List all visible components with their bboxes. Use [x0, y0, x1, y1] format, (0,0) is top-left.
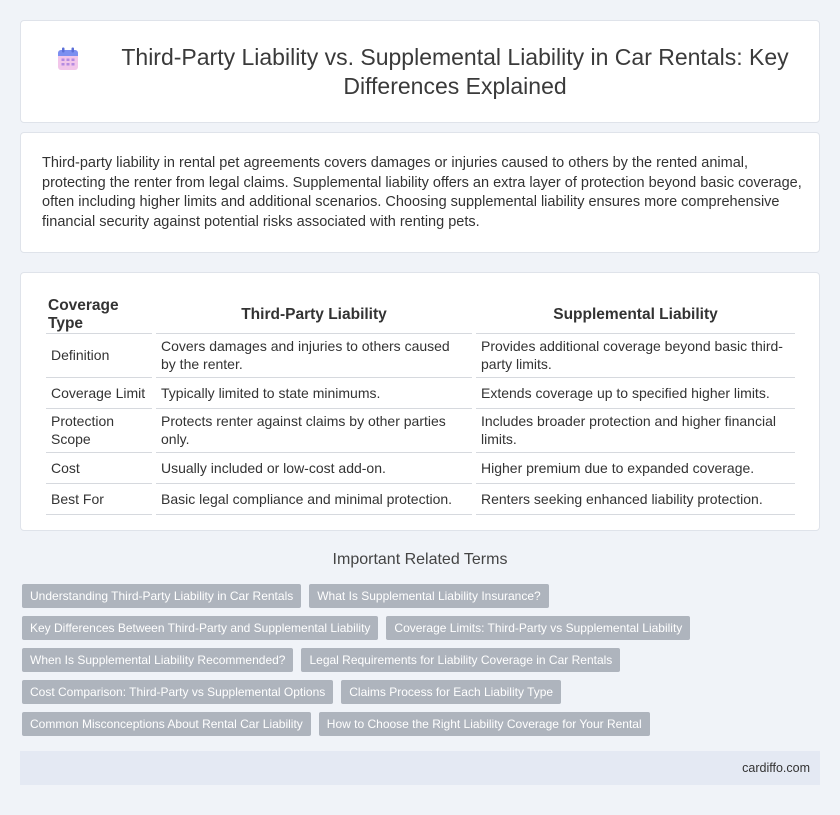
table-cell: Higher premium due to expanded coverage.	[476, 453, 795, 484]
table-row	[46, 453, 795, 484]
related-term-link[interactable]: Claims Process for Each Liability Type	[341, 680, 561, 704]
column-header: Third-Party Liability	[156, 295, 472, 334]
table-cell: Coverage Limit	[46, 378, 152, 409]
table-cell: Usually included or low-cost add-on.	[156, 453, 472, 484]
footer-site-link[interactable]: cardiffo.com	[742, 761, 810, 775]
related-term-link[interactable]: Legal Requirements for Liability Coverage in Car Rentals	[301, 648, 620, 672]
related-term-link[interactable]: Coverage Limits: Third-Party vs Supplemental Liability	[386, 616, 690, 640]
related-term-link[interactable]: Understanding Third-Party Liability in Car Rentals	[22, 584, 301, 608]
table-row	[46, 378, 795, 409]
table-cell: Renters seeking enhanced liability protection.	[476, 484, 795, 515]
intro-card	[20, 132, 820, 253]
table-cell: Definition	[46, 334, 152, 378]
related-term-link[interactable]: Cost Comparison: Third-Party vs Supplemental Options	[22, 680, 333, 704]
table-row	[46, 409, 795, 453]
table-cell: Typically limited to state minimums.	[156, 378, 472, 409]
header-card	[20, 20, 820, 123]
table-cell: Best For	[46, 484, 152, 515]
table-cell: Includes broader protection and higher financial limits.	[476, 409, 795, 453]
related-term-link[interactable]: When Is Supplemental Liability Recommended?	[22, 648, 293, 672]
table-cell: Basic legal compliance and minimal protection.	[156, 484, 472, 515]
table-cell: Protects renter against claims by other parties only.	[156, 409, 472, 453]
table-cell: Extends coverage up to specified higher limits.	[476, 378, 795, 409]
page-title: Third-Party Liability vs. Supplemental Liability in Car Rentals: Key Differences Explained	[121, 43, 789, 99]
table-cell: Provides additional coverage beyond basic third-party limits.	[476, 334, 795, 378]
comparison-table-card	[20, 272, 820, 531]
related-term-link[interactable]: What Is Supplemental Liability Insurance?	[309, 584, 548, 608]
table-cell: Cost	[46, 453, 152, 484]
related-term-link[interactable]: Key Differences Between Third-Party and Supplemental Liability	[22, 616, 378, 640]
table-header-row	[46, 295, 795, 334]
column-header: Supplemental Liability	[476, 295, 795, 334]
table-row	[46, 484, 795, 515]
comparison-table	[42, 295, 799, 515]
intro-paragraph: Third-party liability in rental pet agreements covers damages or injuries caused to others by the rented animal, protecting the renter from legal claims. Supplemental liability offers an extra layer of protection beyond basic coverage, often including higher limits and additional scenarios. Choosing supplemental liability ensures more comprehensive financial security against potential risks associated with renting pets.	[42, 155, 802, 230]
table-cell: Covers damages and injuries to others caused by the renter.	[156, 334, 472, 378]
column-header: Coverage Type	[46, 295, 152, 334]
table-row	[46, 334, 795, 378]
related-term-link[interactable]: How to Choose the Right Liability Coverage for Your Rental	[319, 712, 650, 736]
table-cell: Protection Scope	[46, 409, 152, 453]
related-term-link[interactable]: Common Misconceptions About Rental Car Liability	[22, 712, 311, 736]
footer	[20, 751, 820, 785]
related-terms-heading: Important Related Terms	[332, 551, 508, 568]
related-terms-list	[22, 584, 822, 744]
